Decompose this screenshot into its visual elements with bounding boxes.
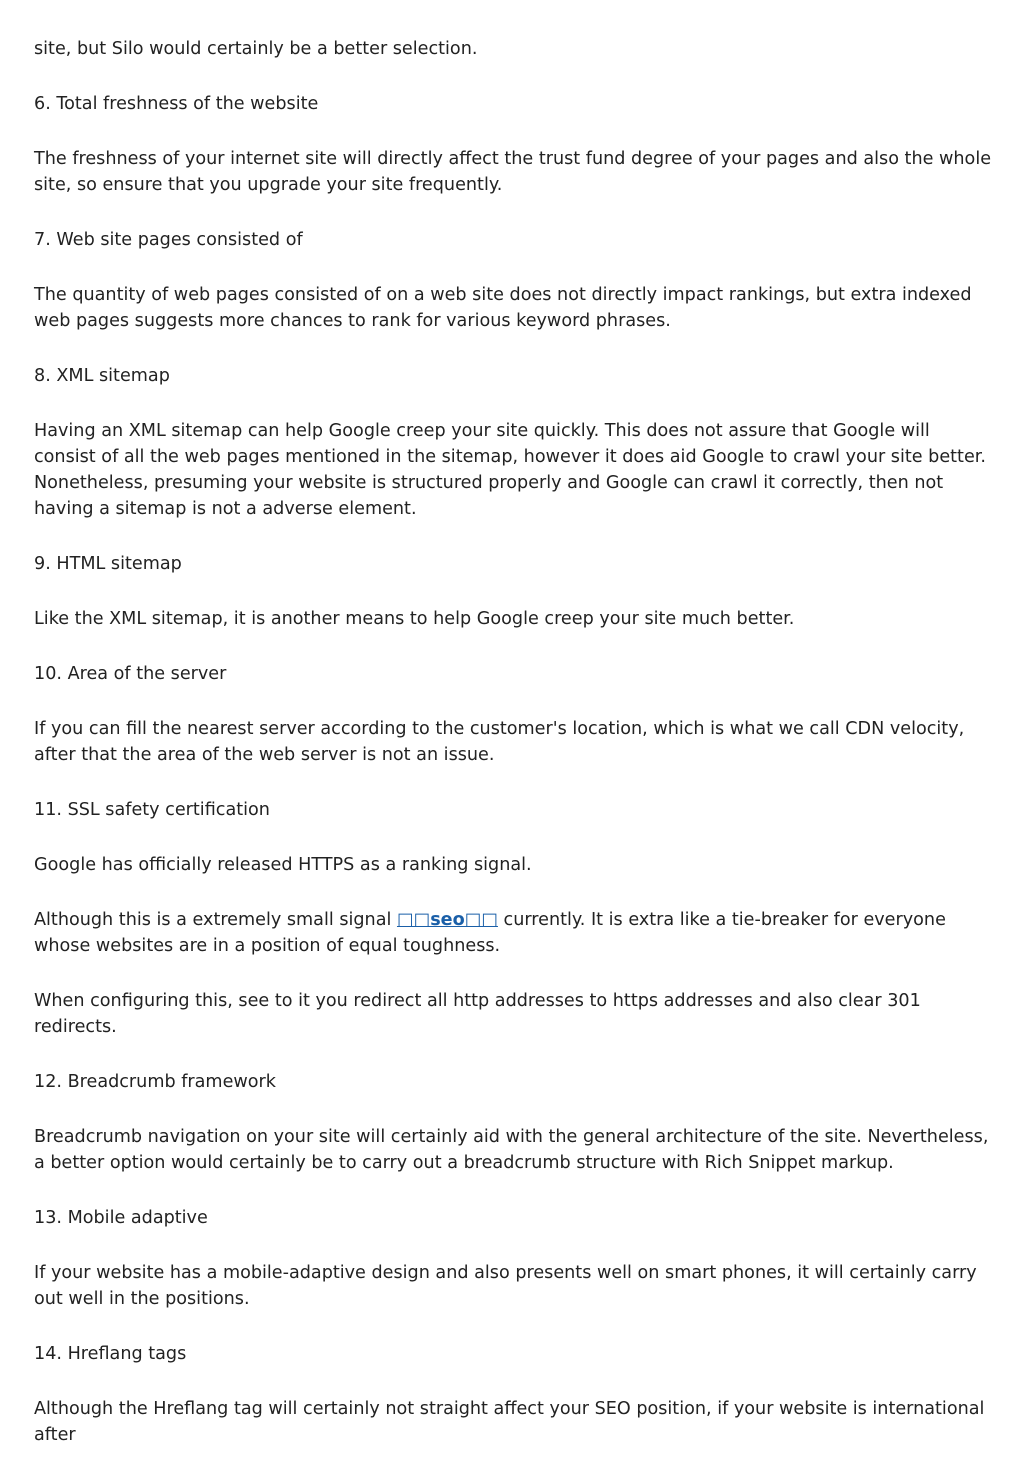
- heading-13-mobile: 13. Mobile adaptive: [34, 1208, 208, 1228]
- small-signal-text-before: Although this is a extremely small signal: [34, 910, 397, 930]
- paragraph-breadcrumb: Breadcrumb navigation on your site will certainly aid with the general architecture of the site. Nevertheless, a better option would certainly be to carry out a breadcrumb structure with Rich Snippet markup.: [34, 1127, 989, 1173]
- heading-10-server-area: 10. Area of the server: [34, 664, 227, 684]
- paragraph-mobile: If your website has a mobile-adaptive design and also presents well on smart phones, it will certainly carry out well in the positions.: [34, 1263, 977, 1309]
- paragraph-pages-included: The quantity of web pages consisted of on a web site does not directly impact rankings, but extra indexed web pages suggests more chances to rank for various keyword phrases.: [34, 285, 972, 331]
- paragraph-freshness: The freshness of your internet site will directly affect the trust fund degree of your pages and also the whole site, so ensure that you upgrade your site frequently.: [34, 149, 992, 195]
- heading-8-xml-sitemap: 8. XML sitemap: [34, 366, 170, 386]
- paragraph-silo: site, but Silo would certainly be a better selection.: [34, 39, 478, 59]
- small-signal-text-after: currently. It is extra like a tie-breaker for everyone whose websites are in a position of equal toughness.: [34, 910, 946, 956]
- heading-6-freshness: 6. Total freshness of the website: [34, 94, 319, 114]
- paragraph-redirects: When configuring this, see to it you redirect all http addresses to https addresses and also clear 301 redirects.: [34, 991, 921, 1037]
- seo-link[interactable]: □□seo□□: [396, 910, 498, 930]
- heading-9-html-sitemap: 9. HTML sitemap: [34, 554, 182, 574]
- document-body: [34, 36, 994, 1477]
- heading-11-ssl: 11. SSL safety certification: [34, 800, 270, 820]
- paragraph-https-signal: Google has officially released HTTPS as a ranking signal.: [34, 855, 532, 875]
- paragraph-hreflang: Although the Hreflang tag will certainly not straight affect your SEO position, if your website is international after: [34, 1399, 985, 1445]
- paragraph-small-signal: [34, 907, 994, 959]
- heading-12-breadcrumb: 12. Breadcrumb framework: [34, 1072, 276, 1092]
- paragraph-html-sitemap: Like the XML sitemap, it is another means to help Google creep your site much better.: [34, 609, 795, 629]
- heading-14-hreflang: 14. Hreflang tags: [34, 1344, 187, 1364]
- paragraph-server-area: If you can fill the nearest server according to the customer's location, which is what we call CDN velocity, after that the area of the web server is not an issue.: [34, 719, 965, 765]
- paragraph-xml-sitemap: Having an XML sitemap can help Google creep your site quickly. This does not assure that Google will consist of all the web pages mentioned in the sitemap, however it does aid Google to crawl your site better. Nonetheless, presuming your website is structured properly and Google can crawl it correctly, then not having a sitemap is not a adverse element.: [34, 421, 986, 519]
- heading-7-pages-included: 7. Web site pages consisted of: [34, 230, 303, 250]
